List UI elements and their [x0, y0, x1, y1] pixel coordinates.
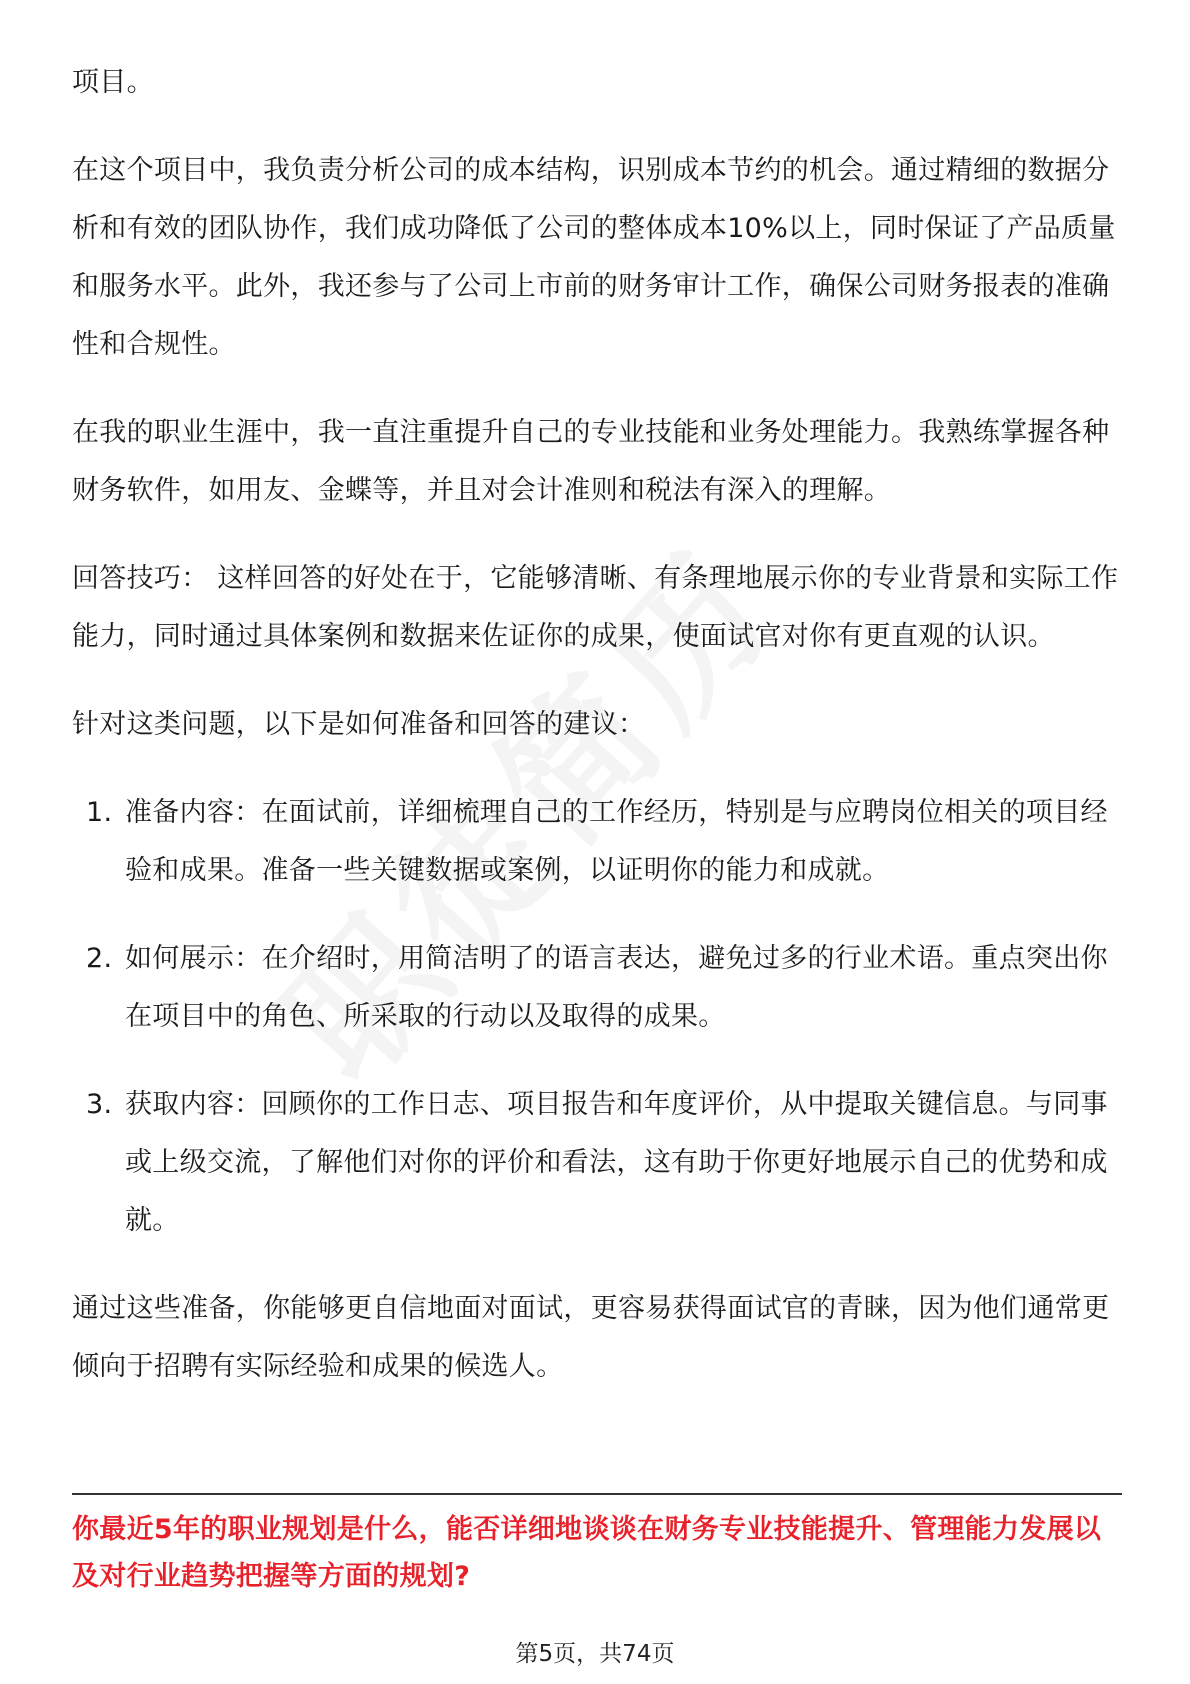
list-number: 3.	[86, 1089, 113, 1120]
list-item	[72, 1076, 1122, 1250]
list-item-text: 准备内容：在面试前，详细梳理自己的工作经历，特别是与应聘岗位相关的项目经验和成果。准备一些关键数据或案例，以证明你的能力和成就。	[125, 797, 1108, 886]
page-number: 第5页，共74页	[515, 1641, 675, 1667]
list-number: 2.	[86, 943, 113, 974]
next-question-heading: 你最近5年的职业规划是什么，能否详细地谈谈在财务专业技能提升、管理能力发展以及对行业趋势把握等方面的规划?	[72, 1514, 1102, 1592]
paragraph-continued: 项目。	[72, 67, 154, 98]
list-item	[72, 784, 1122, 900]
list-item-text: 如何展示：在介绍时，用简洁明了的语言表达，避免过多的行业术语。重点突出你在项目中的角色、所采取的行动以及取得的成果。	[125, 943, 1108, 1032]
paragraph-answer-tip: 回答技巧： 这样回答的好处在于，它能够清晰、有条理地展示你的专业背景和实际工作能力，同时通过具体案例和数据来佐证你的成果，使面试官对你有更直观的认识。	[72, 563, 1119, 652]
section-divider	[72, 1493, 1122, 1495]
paragraph-advice-intro: 针对这类问题，以下是如何准备和回答的建议：	[72, 709, 646, 740]
paragraph-closing: 通过这些准备，你能够更自信地面对面试，更容易获得面试官的青睐，因为他们通常更倾向于招聘有实际经验和成果的候选人。	[72, 1293, 1110, 1382]
list-number: 1.	[86, 797, 113, 828]
advice-list	[72, 784, 1122, 1250]
paragraph-project-detail: 在这个项目中，我负责分析公司的成本结构，识别成本节约的机会。通过精细的数据分析和有效的团队协作，我们成功降低了公司的整体成本10%以上，同时保证了产品质量和服务水平。此外，我还参与了公司上市前的财务审计工作，确保公司财务报表的准确性和合规性。	[72, 155, 1116, 360]
list-item-text: 获取内容：回顾你的工作日志、项目报告和年度评价，从中提取关键信息。与同事或上级交流，了解他们对你的评价和看法，这有助于你更好地展示自己的优势和成就。	[125, 1089, 1108, 1236]
page-content	[72, 54, 1122, 1426]
paragraph-skills: 在我的职业生涯中，我一直注重提升自己的专业技能和业务处理能力。我熟练掌握各种财务软件，如用友、金蝶等，并且对会计准则和税法有深入的理解。	[72, 417, 1110, 506]
list-item	[72, 930, 1122, 1046]
